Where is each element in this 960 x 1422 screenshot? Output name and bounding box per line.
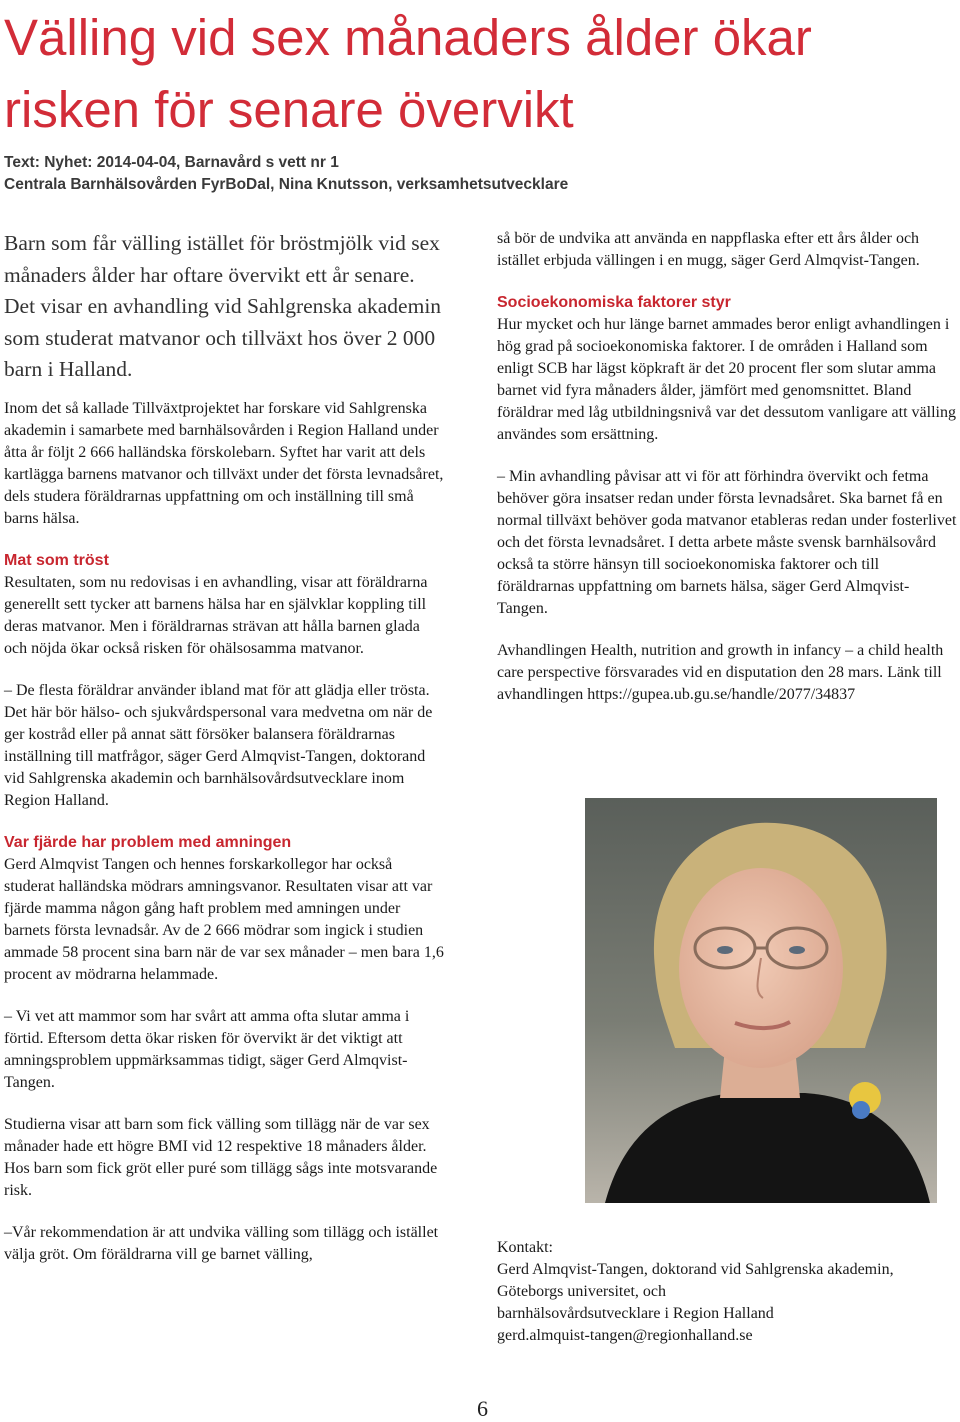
subheading-socioekonomiska: Socioekonomiska faktorer styr bbox=[497, 294, 731, 311]
paragraph: –Vår rekommendation är att undvika välling som tillägg och istället välja gröt. Om föräldrarna vill ge barnet välling, bbox=[4, 1223, 439, 1263]
contact-line: barnhälsovårdsutvecklare i Region Halland bbox=[497, 1305, 774, 1322]
contact-line: Göteborgs universitet, och bbox=[497, 1283, 667, 1300]
subheading-mat-som-trost: Mat som tröst bbox=[4, 551, 109, 569]
paragraph: Gerd Almqvist Tangen och hennes forskarkollegor har också studerat halländska mödrars amningsvanor. Resultaten visar att var fjärde mamma någon gång haft problem med amningen under barnets första levnadsår. Av de 2 666 mödrar som ingick i studien ammade 58 procent sina barn när de var sex månader – men bara 1,6 procent av mödrarna helammade. bbox=[4, 855, 444, 983]
contact-line: Gerd Almqvist-Tangen, doktorand vid Sahlgrenska akademin, bbox=[497, 1261, 894, 1278]
contact-block bbox=[497, 1237, 957, 1347]
paragraph: Resultaten, som nu redovisas i en avhandling, visar att föräldrarna generellt sett tycker att barnens hälsa har en självklar koppling till deras matvanor. Men i föräldrarnas strävan att hålla barnen glada och nöjda ökar också risken för ohälsosamma matvanor. bbox=[4, 573, 428, 657]
contact-label: Kontakt: bbox=[497, 1239, 553, 1256]
byline-line-2: Centrala Barnhälsovården FyrBoDal, Nina Knutsson, verksamhetsutvecklare bbox=[4, 176, 569, 193]
paragraph: så bör de undvika att använda en nappflaska efter ett års ålder och istället erbjuda vällingen i en mugg, säger Gerd Almqvist-Tangen. bbox=[497, 230, 920, 269]
portrait-photo bbox=[585, 798, 937, 1203]
paragraph: – Min avhandling påvisar att vi för att förhindra övervikt och fetma behöver göra insatser redan under första levnadsåret. Ska barnet få en normal tillväxt behöver goda matvanor etableras redan under fosterlivet och det första levnadsåret. I detta arbete måste svensk barnhälsovård också ta större hänsyn till socioekonomiska faktorer och till föräldrarnas uppfattning om barnets hälsa, säger Gerd Almqvist-Tangen. bbox=[497, 468, 957, 617]
byline bbox=[4, 152, 904, 196]
paragraph: Hur mycket och hur länge barnet ammades beror enligt avhandlingen i hög grad på socioekonomiska faktorer. I de områden i Halland som enligt SCB har lägst köpkraft är det 20 procent fler som slutar amma barnet vid fyra månaders ålder, jämfört med genomsnittet. Bland föräldrar med låg utbildningsnivå var det dessutom vanligare att välling användes som ersättning. bbox=[497, 316, 956, 443]
paragraph: Inom det så kallade Tillväxtprojektet har forskare vid Sahlgrenska akademin i samarbete med barnhälsovården i Region Halland under åtta år följt 2 666 halländska förskolebarn. Syftet har varit att dels kartlägga barnens matvanor och tillväxt under det första levnadsåret, dels studera föräldrarnas uppfattning om och inställning till små barns hälsa. bbox=[4, 399, 444, 527]
contact-email: gerd.almquist-tangen@regionhalland.se bbox=[497, 1327, 753, 1344]
right-column bbox=[497, 228, 957, 726]
subheading-amning: Var fjärde har problem med amningen bbox=[4, 833, 292, 851]
paragraph: – De flesta föräldrar använder ibland mat för att glädja eller trösta. Det här bör hälso- och sjukvårdspersonal vara medvetna om när de ger kostråd eller på annat sätt försöker balansera föräldrarnas inställning till matfrågor, säger Gerd Almqvist-Tangen, doktorand vid Sahlgrenska akademin och barnhälsovårdsutvecklare inom Region Halland. bbox=[4, 681, 433, 809]
page-number: 6 bbox=[477, 1396, 488, 1421]
byline-line-1: Text: Nyhet: 2014-04-04, Barnavård s vett nr 1 bbox=[4, 154, 339, 171]
article-title: Välling vid sex månaders ålder ökar risken för senare övervikt bbox=[4, 9, 812, 138]
paragraph: Studierna visar att barn som fick välling som tillägg när de var sex månader hade ett högre BMI vid 12 respektive 18 månaders ålder. Hos barn som fick gröt eller puré som tillägg sågs inte motsvarande risk. bbox=[4, 1115, 438, 1199]
paragraph: Avhandlingen Health, nutrition and growth in infancy – a child health care perspective försvarades vid en disputation den 28 mars. Länk till avhandlingen https://gupea.ub.gu.se/handle/2077/34837 bbox=[497, 642, 944, 703]
lead-paragraph: Barn som får välling istället för bröstmjölk vid sex månaders ålder har oftare övervikt ett år senare. Det visar en avhandling vid Sahlgrenska akademin som studerat matvanor och tillväxt hos över 2 000 barn i Halland. bbox=[4, 231, 442, 381]
paragraph: – Vi vet att mammor som har svårt att amma ofta slutar amma i förtid. Eftersom detta ökar risken för övervikt är det viktigt att amningsproblem uppmärksammas tidigt, säger Gerd Almqvist-Tangen. bbox=[4, 1007, 410, 1091]
left-column bbox=[4, 228, 444, 1286]
